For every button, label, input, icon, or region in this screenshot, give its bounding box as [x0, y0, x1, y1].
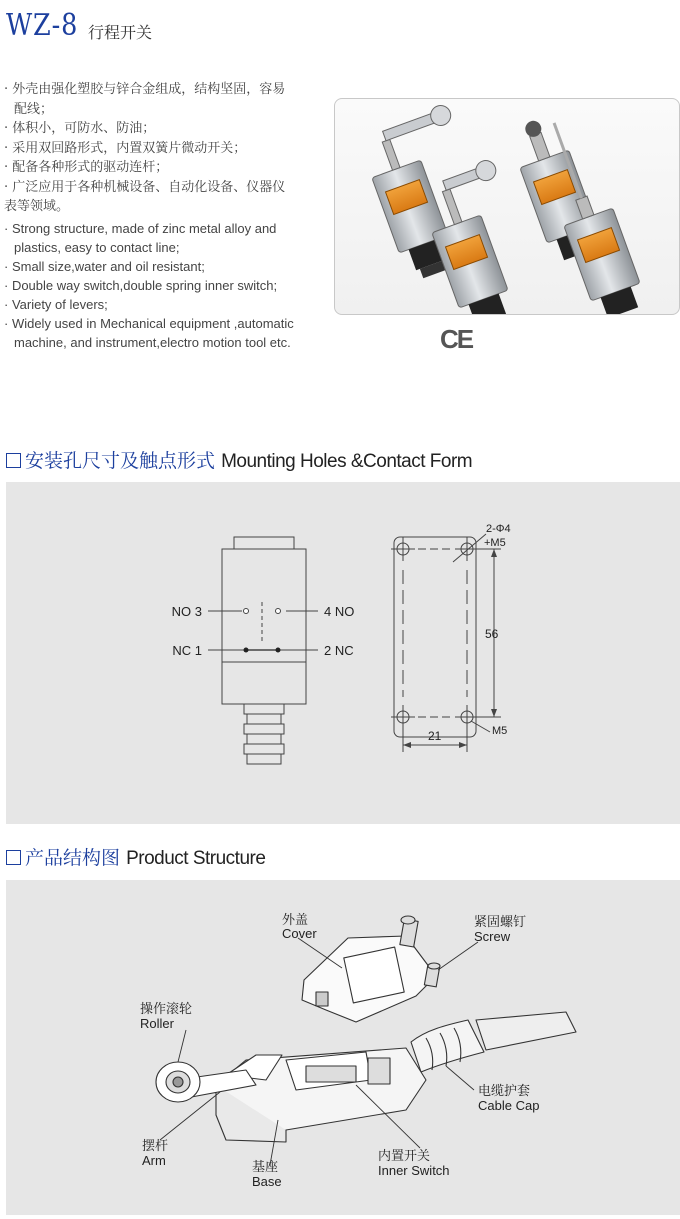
label-switch-cn: 内置开关	[378, 1148, 431, 1163]
feature-line: · 采用双回路形式，内置双簧片微动开关；	[4, 140, 247, 156]
product-photo	[334, 98, 680, 315]
label-switch-en: Inner Switch	[378, 1163, 450, 1178]
label-base-cn: 基座	[252, 1159, 279, 1174]
feature-line: plastics, easy to contact line;	[14, 239, 180, 255]
structure-diagram	[6, 880, 680, 1215]
label-nc1: NC 1	[172, 643, 202, 658]
feature-line: · Widely used in Mechanical equipment ,automatic	[4, 315, 294, 331]
section-heading-structure	[6, 843, 265, 870]
label-screw-cn: 紧固螺钉	[474, 914, 527, 929]
mounting-diagram	[6, 482, 680, 824]
feature-line: · 体积小，可防水、防油；	[4, 121, 156, 136]
feature-line: 配线；	[14, 101, 54, 117]
ce-mark: CE	[440, 324, 473, 354]
structure-diagram-panel	[6, 880, 680, 1215]
label-arm-en: Arm	[142, 1153, 166, 1168]
feature-line: · 外壳由强化塑胶与锌合金组成，结构坚固，容易	[4, 82, 286, 97]
checkbox-square-icon	[6, 453, 21, 468]
label-arm-cn: 摆杆	[142, 1138, 169, 1153]
section-title-cn: 产品结构图	[25, 847, 121, 869]
section-heading-mounting	[6, 446, 472, 473]
checkbox-square-icon	[6, 850, 21, 865]
feature-line: · Strong structure, made of zinc metal alloy and	[4, 220, 277, 236]
feature-line: · Small size,water and oil resistant;	[4, 258, 205, 274]
product-subtitle: 行程开关	[88, 23, 153, 42]
mounting-plate-drawing	[391, 534, 501, 752]
feature-line: · 广泛应用于各种机械设备、自动化设备、仪器仪	[4, 179, 286, 195]
label-cover-cn: 外盖	[282, 912, 309, 927]
feature-line: machine, and instrument,electro motion tool etc.	[14, 334, 291, 350]
mounting-diagram-panel	[6, 482, 680, 824]
label-nc2: 2 NC	[324, 643, 354, 658]
label-thread-top: +M5	[484, 537, 506, 549]
label-no4: 4 NO	[324, 604, 355, 619]
label-cable-en: Cable Cap	[478, 1098, 540, 1113]
feature-line: 表等领域。	[4, 199, 70, 214]
feature-line: · Variety of levers;	[4, 296, 108, 312]
product-photo-illustration	[335, 99, 679, 314]
feature-list-chinese	[4, 80, 314, 217]
section-title-en: Mounting Holes &Contact Form	[221, 451, 473, 472]
section-title-en: Product Structure	[126, 848, 266, 869]
label-roller-cn: 操作滚轮	[140, 1001, 193, 1016]
label-no3: NO 3	[171, 604, 202, 619]
feature-list	[4, 80, 314, 352]
feature-line: · Double way switch,double spring inner switch;	[4, 277, 278, 293]
label-cable-cn: 电缆护套	[478, 1083, 531, 1098]
model-title: WZ-8	[6, 8, 79, 43]
feature-list-english	[4, 219, 314, 352]
label-height: 56	[485, 627, 499, 641]
section-title-cn: 安装孔尺寸及触点形式	[25, 450, 216, 472]
feature-line: · 配备各种形式的驱动连杆；	[4, 160, 169, 175]
label-width: 21	[428, 729, 442, 743]
label-roller-en: Roller	[140, 1016, 174, 1031]
label-screw-en: Screw	[474, 929, 511, 944]
label-base-en: Base	[252, 1174, 282, 1189]
label-hole-spec: 2-Φ4	[486, 523, 511, 535]
label-cover-en: Cover	[282, 926, 317, 941]
label-thread-bottom: M5	[492, 725, 508, 737]
